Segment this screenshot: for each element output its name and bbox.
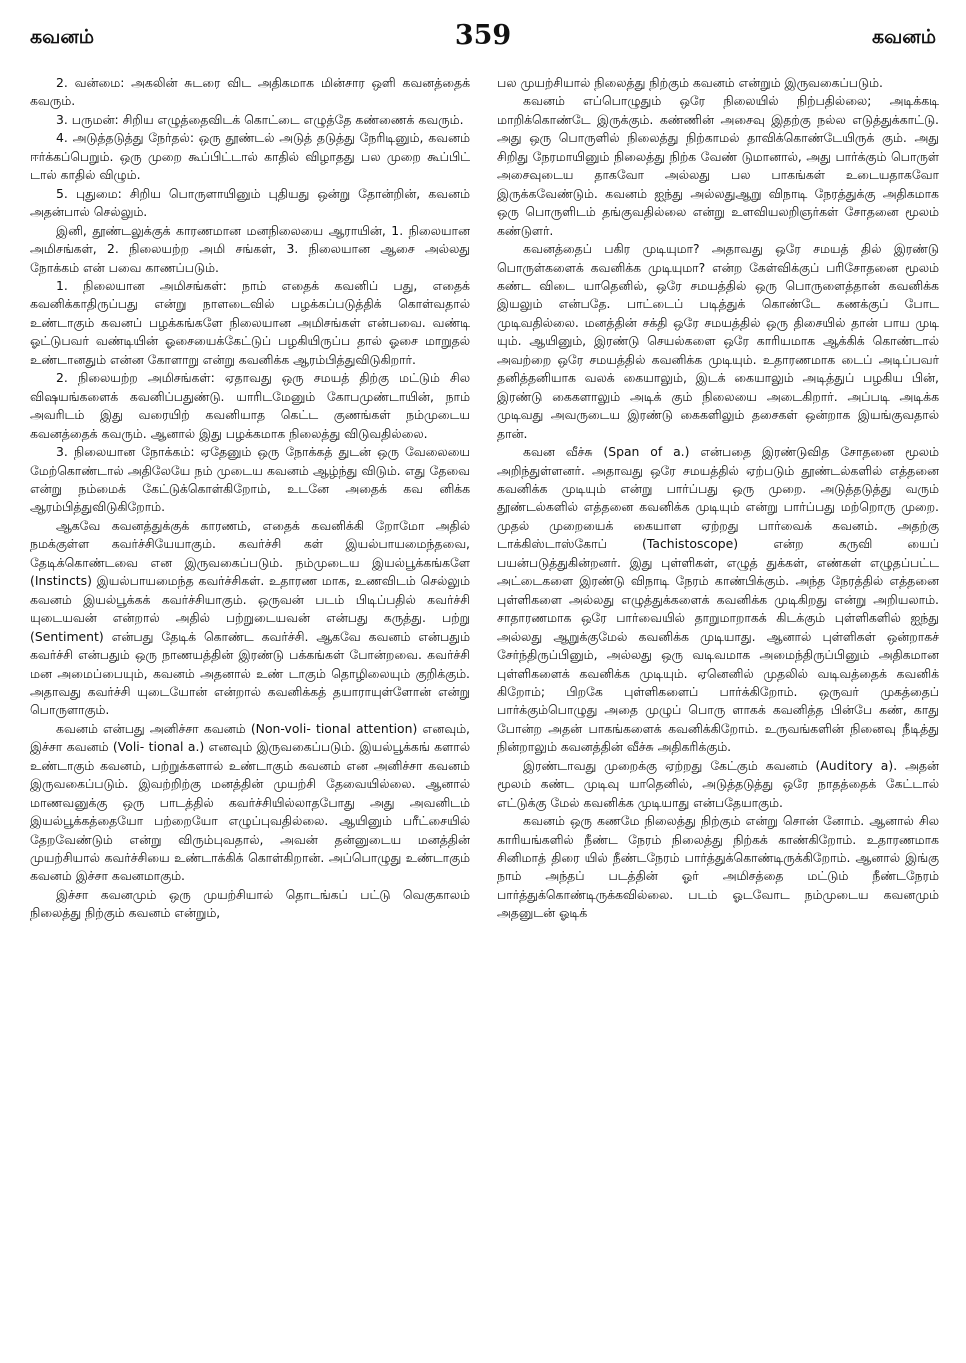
paragraph: ஆகவே கவனத்துக்குக் காரணம், எதைக் கவனிக்கி றோமோ அதில் நமக்குள்ள கவர்ச்சியேயாகும். கவர்ச்சி கள் இயல்பாயமைந்தவை, தேடிக்கொண்டவை என இருவகைப்படும். நம்முடைய இயல்பூக்கங்களே (Instincts) இயல்பாயமைந்த கவர்ச்சிகள். உதாரண மாக, உணவிடம் செல்லும் கவனம் இயல்பூக்கக் கவர்ச்சியாகும். ஒருவன் படம் பிடிப்பதில் கவர்ச்சி யுடையவன் என்றால் அதில் பற்றுடையவன் என்பது கருத்து. பற்று (Sentiment) என்பது தேடிக் கொண்ட கவர்ச்சி. ஆகவே கவனம் என்பதும் கவர்ச்சி என்பதும் ஒரு நாணயத்தின் இரண்டு பக்கங்கள் போன்றவை. கவர்ச்சி மன அமைப்பையும், கவனம் அதனால் உண் டாகும் தொழிலையும் குறிக்கும். அதாவது கவர்ச்சி யுடையோன் என்றால் கவனிக்கத் தயாராயுள்ளோன் என்று பொருளாகும். <box>30 517 470 718</box>
paragraph: பல முயற்சியால் நிலைத்து நிற்கும் கவனம் என்றும் இருவகைப்படும். <box>497 75 883 90</box>
running-head-right: கவனம் <box>871 26 936 48</box>
paragraph: 3. நிலையான நோக்கம்: ஏதேனும் ஒரு நோக்கத் துடன் ஒரு வேலையை மேற்கொண்டால் அதிலேயே நம் முடைய கவனம் ஆழ்ந்து விடும். எது தேவை என்று நம்மைக் கேட்டுக்கொள்கிறோம், உடனே அதைக் கவ னிக்க ஆரம்பித்துவிடுகிறோம். <box>30 444 470 515</box>
paragraph: கவனம் ஒரு கணமே நிலைத்து நிற்கும் என்று சொன் னோம். ஆனால் சில காரியங்களில் நீண்ட நேரம் நிலைத்து நிற்கக் காண்கிறோம். உதாரணமாக சினிமாத் திரை யில் நீண்டநேரம் பார்த்துக்கொண்டிருக்கிறோம். ஆனால் இங்கு நாம் அந்தப் படத்தின் ஓர் அமிசத்தை மட்டும் நீண்டநேரம் பார்த்துக்கொண்டிருக்கவில்லை. படம் ஓடவோட நம்முடைய கவனமும் அதனுடன் ஓடிக் <box>497 813 939 921</box>
paragraph: கவன வீச்சு (Span of a.) என்பதை இரண்டுவித சோதனை மூலம் அறிந்துள்ளனர். அதாவது ஒரே சமயத்தில் ஏற்படும் தூண்டல்களில் எத்தனை கவனிக்க முடியும் என்று பார்ப்பது ஒரு முறை. அடுத்தடுத்து வரும் தூண்டல்களில் எத்தனை கவனிக்க முடியும் என்று பார்ப்பது மற்றொரு முறை. முதல் முறையைக் கையாள ஏற்றது பார்வைக் கவனம். அதற்கு டாக்கிஸ்டாஸ்கோப் (Tachistoscope) என்ற கருவி யைப் பயன்படுத்துகின்றனர். இது புள்ளிகள், எழுத் துக்கள், எண்கள் எழுதப்பட்ட அட்டைகளை இரண்டு விநாடி நேரம் காண்பிக்கும். அந்த நேரத்தில் எத்தனை புள்ளிகளை அல்லது எழுத்துக்களைக் கவனிக்க முடிகிறது என்று அறியலாம். சாதாரணமாக ஒரே பார்வையில் தாறுமாறாகக் கிடக்கும் புள்ளிகளில் ஐந்து அல்லது ஆறுக்குமேல் கவனிக்க முடியாது. ஆனால் புள்ளிகள் ஒன்றாகச் சேர்ந்திருப்பினும், அல்லது ஒரு வடிவமாக அமைந்திருப்பினும் அதிகமான புள்ளிகளைக் கவனிக்க முடியும். ஏனெனில் முதலில் வடிவத்தைக் கவனிக் கிறோம்; பிறகே புள்ளிகளைப் பார்க்கிறோம். ஒருவர் முகத்தைப் பார்க்கும்பொழுது அதை முழுப் பொரு ளாகக் கவனித்த பின்பே கண், காது போன்ற அதன் பாகங்களைக் கவனிக்கிறோம். உருவங்களின் நினைவு நீடித்து நின்றாலும் கவனத்தின் வீச்சு அதிகரிக்கும். <box>497 444 939 755</box>
paragraph: 1. நிலையான அமிசங்கள்: நாம் எதைக் கவனிப் பது, எதைக் கவனிக்காதிருப்பது என்று நாளடைவில் பழக்கப்படுத்திக் கொள்வதால் உண்டாகும் கவனப் பழக்கங்களே நிலையான அமிசங்கள் என்பவை. வண்டி ஓட்டுபவர் வண்டியின் ஓசையைக்கேட்டுப் பழகியிருப்ப தால் ஓசை மாறுதல் உண்டானதும் என்ன கோளாறு என்று கவனிக்க ஆரம்பித்துவிடுகிறார். <box>30 277 470 367</box>
page-number: 359 <box>454 20 512 51</box>
paragraph: கவனத்தைப் பகிர முடியுமா? அதாவது ஒரே சமயத் தில் இரண்டு பொருள்களைக் கவனிக்க முடியுமா? என்ற கேள்விக்குப் பரிசோதனை மூலம் கண்ட விடை யாதெனில், ஒரே சமயத்தில் ஒரு பொருளைத்தான் கவனிக்க இயலும் என்பதே. பாட்டைப் படித்துக் கொண்டே கணக்குப் போட முடிவதில்லை. மனத்தின் சக்தி ஒரே சமயத்தில் ஒரு திசையில் தான் பாய முடி யும். ஆயினும், இரண்டு செயல்களை ஒரே காரியமாக ஆக்கிக் கொண்டால் அவற்றை ஒரே சமயத்தில் கவனிக்க முடியும். உதாரணமாக டைப் அடிப்பவர் தனித்தனியாக வலக் கையாலும், இடக் கையாலும் அடித்துப் பழகிய பின், இரண்டு கைகளாலும் அடிக் கும் நிலையை அடைகிறார். அப்படி அடிக்க முடிவது அவருடைய இரண்டு கைகளிலும் தசைகள் ஒன்றாக இயங்குவதால் தான். <box>497 241 939 441</box>
paragraph: 4. அடுத்தடுத்து நேர்தல்: ஒரு தூண்டல் அடுத் தடுத்து நேரிடினும், கவனம் ஈர்க்கப்பெறும். ஒரு முறை கூப்பிட்டால் காதில் விழாதது பல முறை கூப்பிட் டால் காதில் விழும். <box>30 130 470 183</box>
left-column <box>30 74 470 1354</box>
paragraph: 2. நிலையற்ற அமிசங்கள்: ஏதாவது ஒரு சமயத் திற்கு மட்டும் சில விஷயங்களைக் கவனிப்பதுண்டு. யாரிடமேனும் கோபமுண்டாயின், நாம் அவரிடம் இது வரையிற் கவனியாத கெட்ட குணங்கள் நம்முடைய கவனத்தைக் கவரும். ஆனால் இது பழக்கமாக நிலைத்து விடுவதில்லை. <box>30 370 470 441</box>
right-column <box>497 74 939 1354</box>
paragraph: இரண்டாவது முறைக்கு ஏற்றது கேட்கும் கவனம் (Auditory a). அதன் மூலம் கண்ட முடிவு யாதெனில், அடுத்தடுத்து ஒரே நாதத்தைக் கேட்டால் எட்டுக்கு மேல் கவனிக்க முடியாது என்பதேயாகும். <box>497 757 939 810</box>
running-head-left: கவனம் <box>30 26 95 48</box>
paragraph: இனி, தூண்டலுக்குக் காரணமான மனநிலையை ஆராயின், 1. நிலையான அமிசங்கள், 2. நிலையற்ற அமி சங்கள், 3. நிலையான ஆசை அல்லது நோக்கம் என் பவை காணப்படும். <box>30 222 470 275</box>
paragraph: கவனம் என்பது அனிச்சா கவனம் (Non-voli- tional attention) எனவும், இச்சா கவனம் (Voli- tional a.) எனவும் இருவகைப்படும். இயல்பூக்கங் களால் உண்டாகும் கவனம், பற்றுக்களால் உண்டாகும் கவனம் என அனிச்சா கவனம் இருவகைப்படும். இவற்றிற்கு மனத்தின் முயற்சி தேவையில்லை. ஆனால் மாணவனுக்கு ஒரு பாடத்தில் கவர்ச்சியில்லாதபோது அது அவனிடம் இயல்பூக்கத்தையோ பற்றையோ எழுப்புவதில்லை. ஆயினும் பரீட்சையில் தேறவேண்டும் என்று விரும்புவதால், அவன் தன்னுடைய மனத்தின் முயற்சியால் கவர்ச்சியை உண்டாக்கிக் கொள்கிறான். அப்பொழுது உண்டாகும் கவனம் இச்சா கவனமாகும். <box>30 720 470 884</box>
page-header <box>30 20 936 62</box>
paragraph: 5. புதுமை: சிறிய பொருளாயினும் புதியது ஒன்று தோன்றின், கவனம் அதன்பால் செல்லும். <box>30 185 470 220</box>
paragraph: 3. பருமன்: சிறிய எழுத்தைவிடக் கொட்டை எழுத்தே கண்ணைக் கவரும். <box>56 111 464 127</box>
paragraph: 2. வன்மை: அகலின் சுடரை விட அதிகமாக மின்சார ஒளி கவனத்தைக் கவரும். <box>30 75 470 109</box>
paragraph: கவனம் எப்பொழுதும் ஒரே நிலையில் நிற்பதில்லை; அடிக்கடி மாறிக்கொண்டே இருக்கும். கண்ணின் அசைவு இதற்கு நல்ல எடுத்துக்காட்டு. அது ஒரு பொருளில் நிலைத்து நிற்காமல் தாவிக்கொண்டேயிருக் கும். அது சிறிது நேரமாயினும் நிலைத்து நிற்க வேண் டுமானால், அது பார்க்கும் பொருள் அசைவுடைய தாகவோ அல்லது பல பாகங்கள் உடையதாகவோ இருக்கவேண்டும். கவனம் ஐந்து அல்லதுஆறு விநாடி நேரத்துக்கு அதிகமாக ஒரு பொருளிடம் தங்குவதில்லை என்று உளவியலறிஞர்கள் சோதனை மூலம் கண்டுளர். <box>497 93 939 238</box>
paragraph: இச்சா கவனமும் ஒரு முயற்சியால் தொடங்கப் பட்டு வெகுகாலம் நிலைத்து நிற்கும் கவனம் என்றும், <box>30 886 470 921</box>
